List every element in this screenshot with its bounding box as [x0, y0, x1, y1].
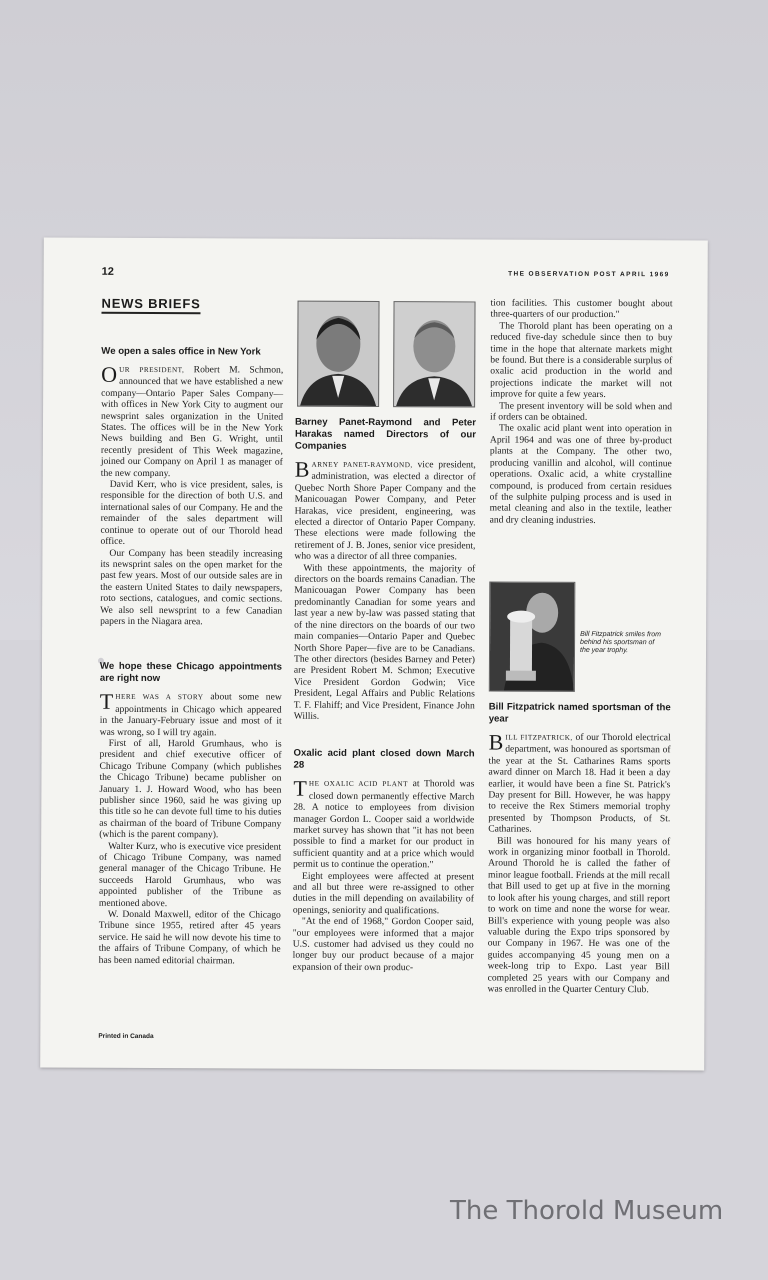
- small-caps: UR PRESIDENT,: [119, 365, 185, 375]
- article-sales-office: [100, 346, 283, 628]
- paragraph: Bill was honoured for his many years of work in organizing minor football in Thorold. Around Thorold he is called the father of minor league football. Friends at the mill recall that Bill used to get up at five in the morning to look after his young charges, and still report to work on time and none the worse for wear. Bill's experience with young people was also valuable during the Expo trips sponsored by our Company in 1967. He was one of the guides accompanying 45 young men on a week-long trip to Expo. Last year Bill completed 25 years with our Company and was enrolled in the Quarter Century Club.: [487, 835, 671, 996]
- small-caps: ILL FITZPATRICK,: [505, 733, 573, 742]
- paragraph-text: about some new appointments in Chicago which appeared in the January-February issue and most of it was wrong, so I will try again.: [99, 691, 282, 738]
- paragraph: tion facilities. This customer bought about three-quarters of our production.": [490, 297, 673, 321]
- printed-note: Printed in Canada: [98, 1032, 154, 1041]
- article-directors: [294, 417, 476, 723]
- paragraph-text: at Thorold was closed down permanently effective March 28. A notice to employees from division manager Gordon L. Cooper said a worldwide market survey has shown that "it has not been possible to find a market for our product in sufficient quantity and at a price which would permit us to continue the operation.": [293, 778, 475, 871]
- newsletter-page: [40, 238, 708, 1071]
- small-caps: HE OXALIC ACID PLANT: [308, 780, 409, 789]
- paragraph: [488, 729, 671, 836]
- paragraph: David Kerr, who is vice president, sales, is responsible for the direction of both U.S. and international sales of our Company. He and the remainder of the sales department will continue to operate out of our Thorold head office.: [100, 478, 283, 548]
- section-title: NEWS BRIEFS: [101, 296, 200, 314]
- paragraph: The Thorold plant has been operating on a reduced five-day schedule since then to buy time in the hope that alternate markets might be found. But there is a considerable surplus of oxalic acid production in the world and projections indicate the market will not improve for quite a few years.: [490, 320, 673, 401]
- paragraph-text: Robert M. Schmon, announced that we have established a new company—Ontario Paper Sales Company—with offices in New York City to augment our newsprint sales organization in the United States. The offices will be in the New York News building and Ben G. Wright, until recently president of This Week magazine, joined our Company on April 1 as manager of the new company.: [100, 364, 284, 479]
- photo-fitzpatrick-trophy: [489, 582, 575, 692]
- paragraph: Eight employees were affected at present and all but three were re-assigned to other duties in the mill depending on availability of openings, seniority and qualifications.: [292, 870, 475, 917]
- paragraph: The present inventory will be sold when and if orders can be obtained.: [490, 400, 673, 423]
- headline-fitzpatrick: Bill Fitzpatrick named sportsman of the year: [488, 701, 671, 725]
- headline-chicago: We hope these Chicago appointments are right now: [99, 661, 282, 685]
- column-3-lower: [488, 702, 671, 996]
- page-number: 12: [101, 265, 114, 278]
- column-2: [293, 417, 476, 974]
- paragraph: [100, 361, 284, 480]
- running-head: THE OBSERVATION POST APRIL 1969: [508, 270, 670, 279]
- paragraph-text: vice president, administration, was elected a director of Quebec North Shore Paper Company and the Manicouagan Power Company, and Peter Harakas, vice president, engineering, was elected a director of Ontario Paper Company. These elections were made following the retirement of J. B. Jones, senior vice president, who was a director of all three companies.: [294, 459, 476, 563]
- headline-oxalic: Oxalic acid plant closed down March 28: [293, 747, 475, 772]
- paragraph: "At the end of 1968," Gordon Cooper said, "our employees were informed that a major U.S. customer had advised us they could no longer buy our product because of a major expansion of their own produc-: [292, 915, 474, 974]
- drop-cap: B: [294, 456, 310, 482]
- paragraph: [100, 691, 282, 738]
- column-1: [99, 346, 284, 967]
- photo-caption: Bill Fitzpatrick smiles from behind his sportsman of the year trophy.: [580, 630, 662, 655]
- drop-cap: B: [488, 729, 504, 755]
- paragraph: Walter Kurz, who is executive vice president of Chicago Tribune Company, was named general manager of the Chicago Tribune. He succeeds Harold Grumhaus, who was appointed publisher of the Tribune as mentioned above.: [98, 840, 282, 909]
- small-caps: ARNEY PANET-RAYMOND,: [311, 460, 413, 470]
- headline-directors: Barney Panet-Raymond and Peter Harakas named Directors of our Companies: [294, 416, 477, 452]
- article-fitzpatrick: [488, 702, 671, 996]
- column-3: [490, 298, 673, 527]
- paragraph-text: of our Thorold electrical department, was honoured as sportsman of the year at the St. Catharines Rams sports award dinner on March 18. Had it been a day earlier, it would have been a fine St. Patrick's Day present for Bill. However, he was happy to receive the Rex Stimers memorial trophy presented by Thompson Products, of St. Catharines.: [488, 731, 671, 835]
- paragraph: The oxalic acid plant went into operation in April 1964 and was one of three by-product plants at the Company. The other two, producing vanillin and alcohol, will continue operations. Oxalic acid, a white crystalline compound, is produced from certain residues of the sulphite pulping process and is used in metal cleaning and also in the textile, leather and dry cleaning industries.: [489, 423, 673, 526]
- drop-cap: T: [99, 689, 114, 715]
- paragraph: [294, 456, 476, 563]
- article-oxalic: [293, 748, 475, 974]
- paragraph: Our Company has been steadily increasing its newsprint sales on the open market for the past few years. Most of our outside sales are in the eastern United States to daily newspapers, roto sections, catalogues, and comic sections. We also sell newsprint to a few Canadian papers in the Niagara area.: [100, 547, 283, 628]
- article-chicago: [99, 661, 282, 967]
- paragraph: With these appointments, the majority of directors on the boards remains Canadian. The Manicouagan Power Company has been predominantly Canadian for some years and last year a new by-law was passed stating that of the nine directors on the boards of our two main companies—Ontario Paper and Quebec North Shore Paper—five are to be Canadians. The other directors (besides Barney and Peter) are President Robert M. Schmon; Executive Vice President Gordon Godwin; Vice President, Legal Affairs and Public Relations T. F. Flahiff; and Vice President, Finance John Willis.: [293, 562, 476, 722]
- paragraph: [293, 775, 475, 871]
- drop-cap: O: [101, 361, 118, 387]
- headline-sales-office: We open a sales office in New York: [101, 345, 261, 358]
- museum-watermark: The Thorold Museum: [450, 1196, 724, 1226]
- paragraph: First of all, Harold Grumhaus, who is president and chief executive officer of Chicago Tribune Company (which publishes the Chicago Tribune) became publisher on January 1. J. Howard Wood, who has been publisher since 1960, said he was giving up this title so he can devote full time to his duties as chairman of the board of Tribune Company (which is the parent company).: [99, 737, 282, 841]
- portrait-panet-raymond: [297, 301, 379, 407]
- portrait-harakas: [393, 301, 475, 407]
- paragraph: W. Donald Maxwell, editor of the Chicago Tribune since 1955, retired after 45 years service. He said he will now devote his time to the affairs of Tribune Company, of which he has been named editorial chairman.: [98, 908, 281, 967]
- small-caps: HERE WAS A STORY: [115, 693, 204, 702]
- drop-cap: T: [293, 775, 307, 802]
